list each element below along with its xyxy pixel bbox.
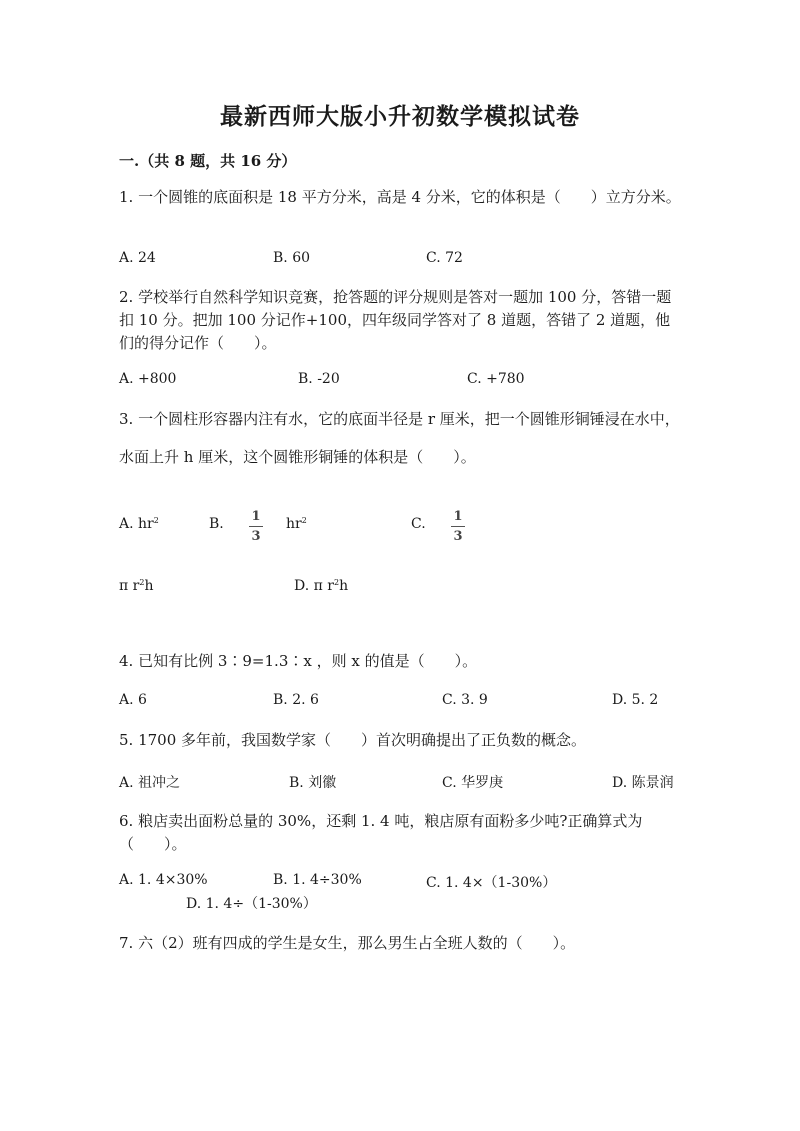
question-1-stem: 1. 一个圆锥的底面积是 18 平方分米，高是 4 分米，它的体积是（ ）立方分米。 <box>119 188 681 206</box>
question-6-option-d: D. 1. 4÷（1-30%） <box>186 896 317 912</box>
question-7-stem: 7. 六（2）班有四成的学生是女生，那么男生占全班人数的（ ）。 <box>119 934 576 952</box>
section-heading: 一.（共 8 题，共 16 分） <box>119 152 297 170</box>
question-3-option-b-label: B. <box>209 516 224 532</box>
question-3-option-a: A. $hr^2$ <box>119 516 159 532</box>
question-4-stem: 4. 已知有比例 3∶9=1.3∶x ，则 x 的值是（ ）。 <box>119 652 478 670</box>
question-6-option-c: C. 1. 4×（1-30%） <box>426 875 557 891</box>
question-3-option-c-fraction <box>451 509 465 544</box>
question-4-option-c: C. 3. 9 <box>442 692 488 708</box>
question-5-option-a: A. 祖冲之 <box>119 775 181 791</box>
question-3-option-b-fraction <box>249 509 263 544</box>
fraction-denominator: 3 <box>251 529 261 544</box>
question-2-option-b: B. -20 <box>298 371 340 387</box>
question-6-option-a: A. 1. 4×30% <box>119 872 208 888</box>
page-title: 最新西师大版小升初数学模拟试卷 <box>220 103 580 130</box>
question-3-option-c-label: C. <box>411 516 426 532</box>
question-5-stem: 5. 1700 多年前，我国数学家（ ）首次明确提出了正负数的概念。 <box>119 731 587 749</box>
question-4-option-d: D. 5. 2 <box>612 692 659 708</box>
question-6-option-b: B. 1. 4÷30% <box>273 872 362 888</box>
question-3-option-b-expr: $hr^2$ <box>286 516 307 532</box>
question-1-option-a: A. 24 <box>119 250 156 266</box>
question-2-stem: 2. 学校举行自然科学知识竞赛，抢答题的评分规则是答对一题加 100 分，答错一题扣 10 分。把加 100 分记作+100，四年级同学答对了 8 道题，答错了 2 道题，他们的得分记作（ ）。 <box>119 288 672 352</box>
question-5-option-d: D. 陈景润 <box>612 775 674 791</box>
question-4-option-a: A. 6 <box>119 692 147 708</box>
question-1-option-c: C. 72 <box>426 250 463 266</box>
question-5-option-c: C. 华罗庚 <box>442 775 504 791</box>
question-3-stem: 3. 一个圆柱形容器内注有水，它的底面半径是 r 厘米，把一个圆锥形铜锤浸在水中，水面上升 h 厘米，这个圆锥形铜锤的体积是（ ）。 <box>119 410 680 466</box>
question-1-option-b: B. 60 <box>273 250 311 266</box>
question-3-option-d: D. π $r^2h$ <box>294 578 349 594</box>
question-6-stem: 6. 粮店卖出面粉总量的 30%，还剩 1. 4 吨，粮店原有面粉多少吨?正确算式为（ ）。 <box>119 812 643 853</box>
question-4-option-b: B. 2. 6 <box>273 692 319 708</box>
question-2-option-c: C. +780 <box>467 371 525 387</box>
fraction-denominator: 3 <box>453 529 463 544</box>
question-2-option-a: A. +800 <box>119 371 177 387</box>
question-3-option-c-expr: π $r^2h$ <box>119 578 154 594</box>
fraction-numerator: 1 <box>453 509 463 524</box>
fraction-numerator: 1 <box>251 509 261 524</box>
question-5-option-b: B. 刘徽 <box>289 775 337 791</box>
